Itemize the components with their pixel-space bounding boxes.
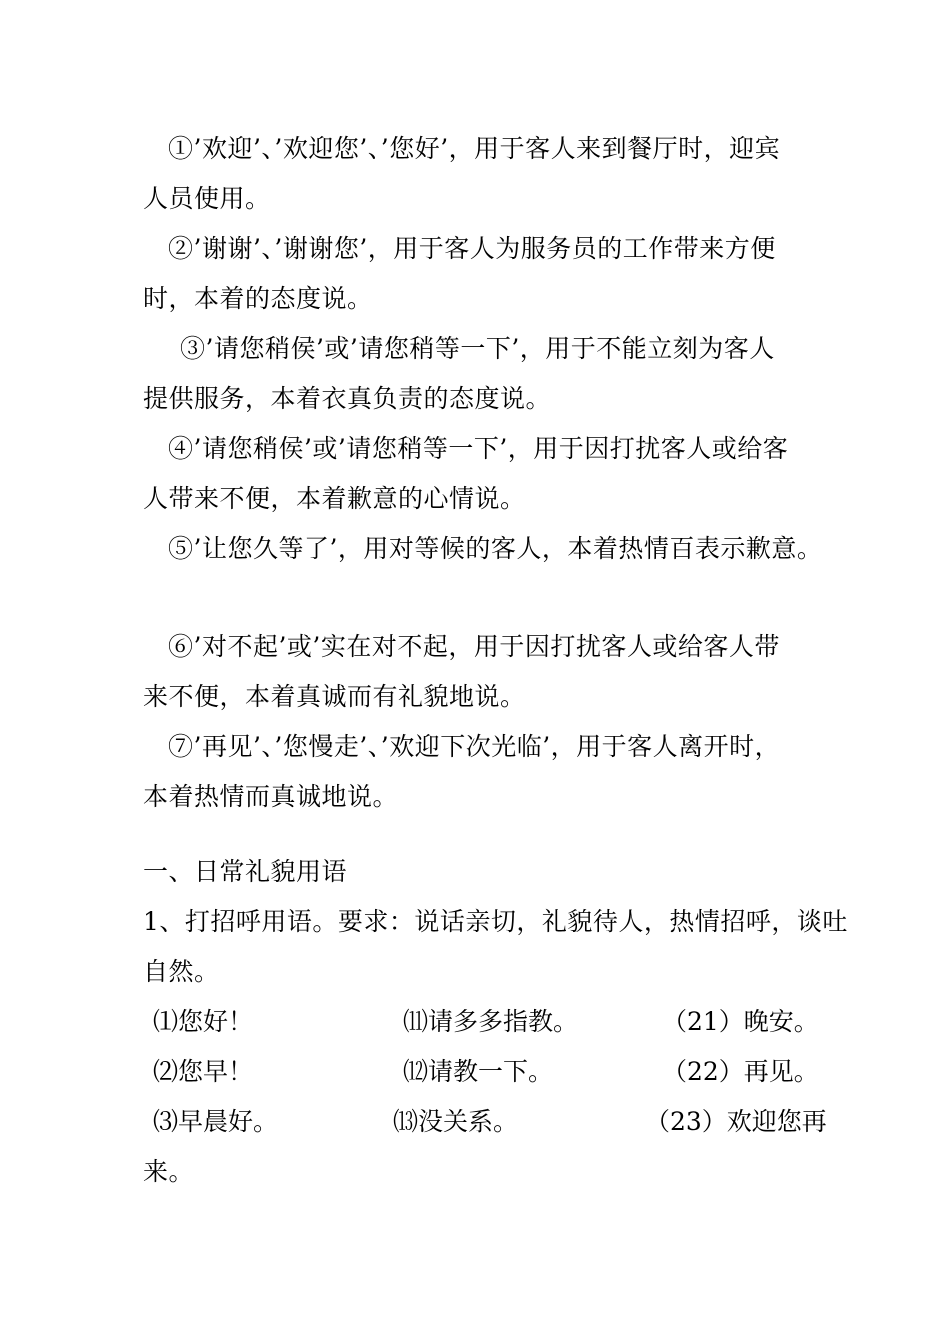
item-2-line-2: 时，本着的态度说。 [143,284,373,313]
item-3-line-1: ③’请您稍侯’或’请您稍等一下’，用于不能立刻为客人 [180,334,775,363]
phrase-tail: 来。 [143,1157,195,1186]
subsection-line-1: 1、打招呼用语。要求：说话亲切，礼貌待人，热情招呼，谈吐 [143,907,848,936]
phrase-col2-row3: ⒀没关系。 [393,1107,519,1136]
phrase-col3-row1: （21）晚安。 [662,1007,819,1036]
item-4-line-1: ④’请您稍侯’或’请您稍等一下’，用于因打扰客人或给客 [168,434,789,463]
item-1-line-2: 人员使用。 [143,184,271,213]
phrase-col3-row2: （22）再见。 [662,1057,819,1086]
item-3-line-2: 提供服务，本着衣真负责的态度说。 [143,384,552,413]
phrase-col1-row3: ⑶早晨好。 [153,1107,279,1136]
section-heading: 一、日常礼貌用语 [143,857,348,886]
item-4-line-2: 人带来不便，本着歉意的心情说。 [143,484,526,513]
phrase-col2-row1: ⑾请多多指教。 [403,1007,579,1036]
subsection-line-2: 自然。 [143,957,220,986]
item-7-line-1: ⑦’再见’、’您慢走’、’欢迎下次光临’，用于客人离开时， [168,732,781,761]
phrase-col3-row3: （23）欢迎您再 [645,1107,827,1136]
phrase-col1-row1: ⑴您好！ [153,1007,254,1036]
phrase-col1-row2: ⑵您早！ [153,1057,254,1086]
phrase-col2-row2: ⑿请教一下。 [403,1057,554,1086]
item-1-line-1: ①’欢迎’、’欢迎您’、’您好’，用于客人来到餐厅时，迎宾 [168,134,781,163]
item-5-line-1: ⑤’让您久等了’，用对等候的客人，本着热情百表示歉意。 [168,534,823,563]
item-2-line-1: ②’谢谢’、’谢谢您’，用于客人为服务员的工作带来方便 [168,234,776,263]
item-6-line-1: ⑥’对不起’或’实在对不起，用于因打扰客人或给客人带 [168,632,780,661]
item-7-line-2: 本着热情而真诚地说。 [143,782,399,811]
item-6-line-2: 来不便，本着真诚而有礼貌地说。 [143,682,526,711]
